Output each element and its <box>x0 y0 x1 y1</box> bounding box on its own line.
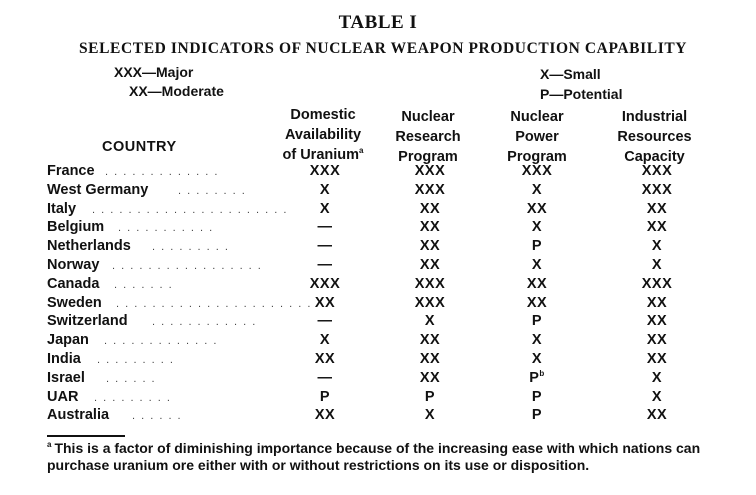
research-cell <box>385 200 475 219</box>
power-cell <box>492 218 582 237</box>
footnote-text: This is a factor of diminishing importance because of the increasing ease with which nations can purchase uranium ore either with or without restrictions on its use or disposition. <box>47 440 701 473</box>
uranium-cell <box>280 218 370 237</box>
country-name: Japan <box>47 332 89 349</box>
uranium-cell <box>280 294 370 313</box>
power-value: P <box>531 407 543 424</box>
power-value: X <box>531 351 543 367</box>
uranium-value: — <box>317 238 333 255</box>
uranium-value: — <box>317 257 333 273</box>
industrial-value: X <box>651 388 663 405</box>
legend-major: XXX—Major <box>114 64 194 80</box>
table-row <box>0 312 756 331</box>
power-value: P <box>531 238 543 255</box>
industrial-cell <box>612 237 702 256</box>
industrial-value: X <box>651 369 663 386</box>
research-cell <box>385 275 475 294</box>
industrial-cell <box>612 162 702 181</box>
industrial-value: X <box>651 257 663 273</box>
uranium-value: XX <box>314 407 336 424</box>
research-cell <box>385 388 475 407</box>
uranium-cell <box>280 275 370 294</box>
power-value: XXX <box>521 163 553 179</box>
uranium-cell <box>280 406 370 425</box>
research-value: XXX <box>414 275 446 292</box>
dot-leader: . . . . . . . <box>114 278 174 291</box>
power-cell <box>492 369 582 388</box>
industrial-cell <box>612 218 702 237</box>
research-cell <box>385 218 475 237</box>
dot-leader: . . . . . . . . . <box>152 241 230 254</box>
power-cell <box>492 200 582 219</box>
industrial-value: XX <box>646 351 668 367</box>
table-row <box>0 256 756 275</box>
country-name: UAR <box>47 388 79 405</box>
power-value: X <box>531 219 543 236</box>
table-row <box>0 275 756 294</box>
country-name: Netherlands <box>47 238 131 255</box>
uranium-value: XXX <box>309 275 341 292</box>
country-name: India <box>47 351 81 367</box>
dot-leader: . . . . . . . . . . . . . . . . . . . . . . <box>92 203 288 216</box>
uranium-value: — <box>317 369 333 386</box>
table-row <box>0 388 756 407</box>
power-value: X <box>531 181 543 198</box>
table-title: TABLE I <box>338 12 418 33</box>
uranium-value: — <box>317 313 333 330</box>
country-column-header: COUNTRY <box>102 139 177 155</box>
uranium-value: — <box>317 219 333 236</box>
country-name: Norway <box>47 257 100 273</box>
industrial-value: XXX <box>641 181 673 198</box>
research-value: XX <box>419 238 441 255</box>
research-cell <box>385 331 475 350</box>
research-cell <box>385 406 475 425</box>
country-name: Belgium <box>47 219 105 236</box>
country-name: Australia <box>47 407 110 424</box>
table-row <box>0 350 756 369</box>
country-name: West Germany <box>47 181 149 198</box>
uranium-header-text: Domestic Availability of Uranium <box>282 107 362 163</box>
dot-leader: . . . . . . . . <box>178 184 247 197</box>
table-row <box>0 218 756 237</box>
uranium-cell <box>280 256 370 275</box>
industrial-value: XXX <box>641 275 673 292</box>
research-cell <box>385 369 475 388</box>
power-value: X <box>531 257 543 273</box>
dot-leader: . . . . . . <box>106 372 157 385</box>
table-row <box>0 369 756 388</box>
industrial-cell <box>612 350 702 369</box>
uranium-cell <box>280 312 370 331</box>
industrial-cell <box>612 200 702 219</box>
industrial-cell <box>612 388 702 407</box>
uranium-value: XX <box>314 351 336 367</box>
footnote-divider <box>47 435 125 437</box>
industrial-cell <box>612 256 702 275</box>
table-row <box>0 294 756 313</box>
industrial-column-header: Industrial Resources Capacity <box>617 109 692 165</box>
dot-leader: . . . . . . . . . <box>94 391 172 404</box>
research-value: X <box>424 313 436 330</box>
research-value: XX <box>419 351 441 367</box>
uranium-cell <box>280 388 370 407</box>
industrial-cell <box>612 406 702 425</box>
research-cell <box>385 181 475 200</box>
country-name: Sweden <box>47 294 102 311</box>
table-row <box>0 162 756 181</box>
research-cell <box>385 312 475 331</box>
uranium-value: XX <box>314 294 336 311</box>
power-value: XX <box>526 200 548 217</box>
research-value: P <box>424 388 436 405</box>
power-cell <box>492 162 582 181</box>
industrial-cell <box>612 369 702 388</box>
research-value: XX <box>419 332 441 349</box>
uranium-cell <box>280 181 370 200</box>
uranium-cell <box>280 350 370 369</box>
footnote-mark: a <box>47 440 52 450</box>
research-value: XXX <box>414 181 446 198</box>
country-name: Canada <box>47 275 100 292</box>
power-cell <box>492 350 582 369</box>
power-value: XX <box>526 275 548 292</box>
power-value: XX <box>526 294 548 311</box>
industrial-cell <box>612 294 702 313</box>
table-row <box>0 406 756 425</box>
uranium-value: X <box>319 332 331 349</box>
country-name: France <box>47 163 95 179</box>
research-cell <box>385 237 475 256</box>
industrial-value: X <box>651 238 663 255</box>
research-column-header: Nuclear Research Program <box>395 109 461 165</box>
industrial-value: XX <box>646 313 668 330</box>
research-value: XX <box>419 219 441 236</box>
uranium-value: X <box>319 200 331 217</box>
research-cell <box>385 350 475 369</box>
dot-leader: . . . . . . <box>132 410 183 423</box>
legend-moderate: XX—Moderate <box>129 83 224 99</box>
uranium-column-header <box>258 105 388 165</box>
uranium-cell <box>280 331 370 350</box>
dot-leader: . . . . . . . . . . . . . . . . . . . . . . <box>116 297 312 310</box>
legend-potential: P—Potential <box>540 86 623 102</box>
country-name: Switzerland <box>47 313 128 330</box>
power-cell <box>492 406 582 425</box>
power-value: P <box>529 369 540 386</box>
power-value: P <box>531 313 543 330</box>
research-cell <box>385 162 475 181</box>
uranium-footnote-mark: a <box>359 146 364 156</box>
uranium-cell <box>280 162 370 181</box>
power-cell <box>492 331 582 350</box>
country-name: Italy <box>47 200 77 217</box>
industrial-value: XX <box>646 407 668 424</box>
power-value: X <box>531 332 543 349</box>
power-cell <box>492 237 582 256</box>
research-value: XX <box>419 200 441 217</box>
uranium-cell <box>280 200 370 219</box>
uranium-value: XXX <box>309 163 341 179</box>
power-value: P <box>531 388 543 405</box>
industrial-value: XX <box>646 294 668 311</box>
power-cell <box>492 312 582 331</box>
industrial-value: XX <box>646 332 668 349</box>
power-cell <box>492 294 582 313</box>
dot-leader: . . . . . . . . . . . . . . . . . <box>112 260 263 272</box>
research-value: XX <box>419 369 441 386</box>
uranium-cell <box>280 369 370 388</box>
research-cell <box>385 256 475 275</box>
table-row <box>0 331 756 350</box>
dot-leader: . . . . . . . . . . . . . <box>104 335 218 348</box>
research-value: XXX <box>414 163 446 179</box>
industrial-cell <box>612 312 702 331</box>
industrial-cell <box>612 331 702 350</box>
power-cell <box>492 275 582 294</box>
industrial-value: XXX <box>641 163 673 179</box>
uranium-value: X <box>319 181 331 198</box>
research-cell <box>385 294 475 313</box>
industrial-cell <box>612 181 702 200</box>
power-column-header: Nuclear Power Program <box>507 109 567 165</box>
table-subtitle: SELECTED INDICATORS OF NUCLEAR WEAPON PRODUCTION CAPABILITY <box>78 40 688 57</box>
table-row <box>0 237 756 256</box>
power-cell <box>492 256 582 275</box>
dot-leader: . . . . . . . . . . . . <box>152 316 257 329</box>
uranium-cell <box>280 237 370 256</box>
uranium-value: P <box>319 388 331 405</box>
industrial-value: XX <box>646 219 668 236</box>
legend-small: X—Small <box>540 66 601 82</box>
research-value: XX <box>419 257 441 273</box>
footnote <box>47 440 719 474</box>
industrial-cell <box>612 275 702 294</box>
table-row <box>0 181 756 200</box>
power-footnote-mark: b <box>539 368 545 378</box>
dot-leader: . . . . . . . . . . . <box>118 222 214 235</box>
research-value: XXX <box>414 294 446 311</box>
table-row <box>0 200 756 219</box>
power-cell <box>492 181 582 200</box>
dot-leader: . . . . . . . . . <box>97 354 175 366</box>
dot-leader: . . . . . . . . . . . . . <box>105 166 219 178</box>
country-name: Israel <box>47 369 85 386</box>
industrial-value: XX <box>646 200 668 217</box>
research-value: X <box>424 407 436 424</box>
power-cell <box>492 388 582 407</box>
